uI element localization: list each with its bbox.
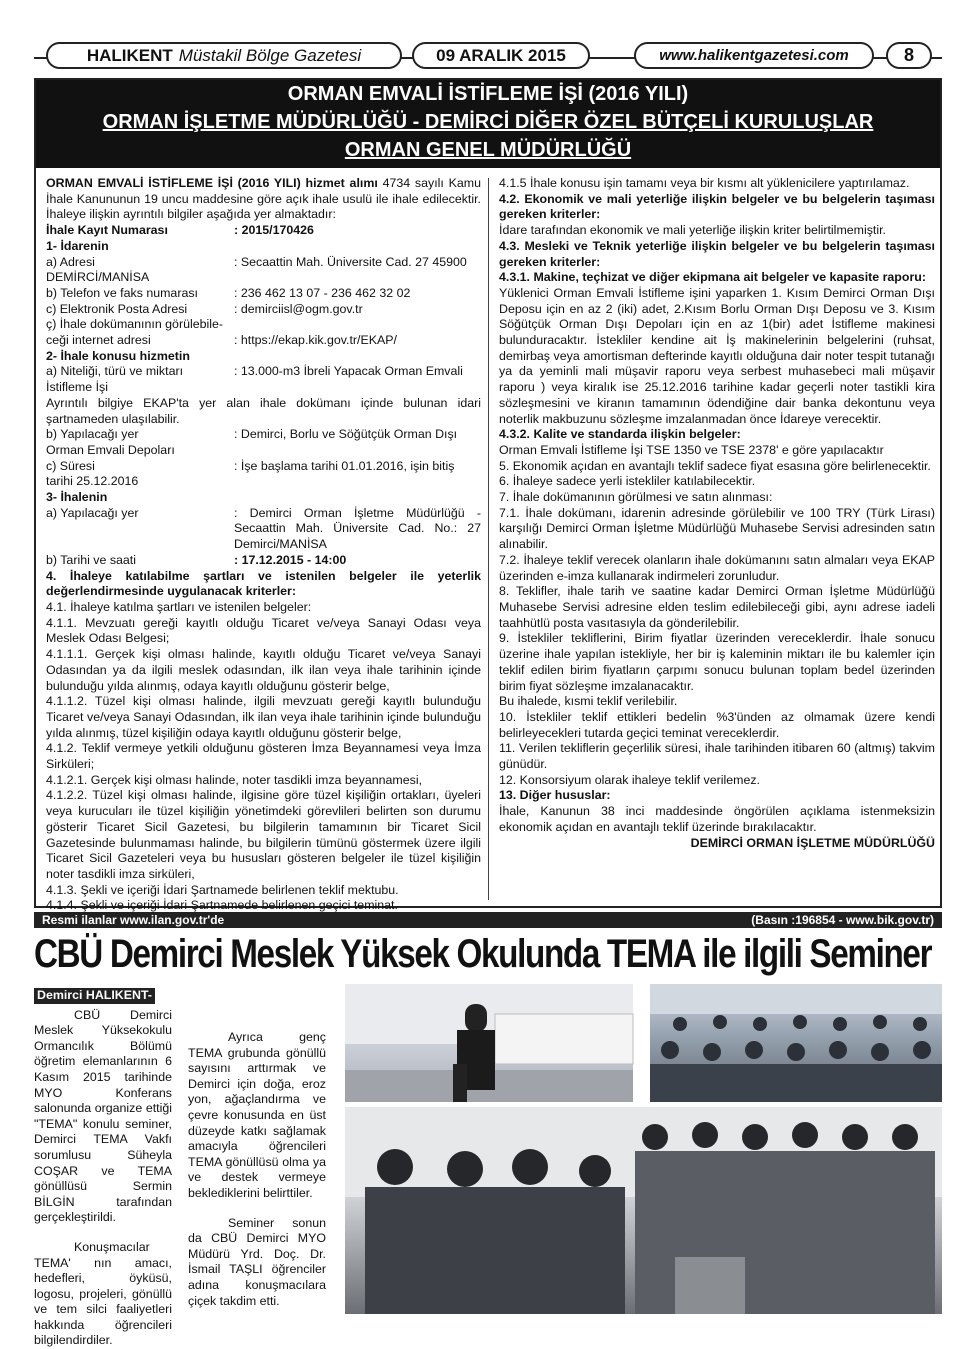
- tender-left-column: ORMAN EMVALİ İSTİFLEME İŞİ (2016 YILI) hizmet alımı 4734 sayılı Kamu İhale Kanununun 19 uncu maddesine göre açık ihale usulü ile ihale edilecektir. İhaleye ilişkin ayrıntılı bilgiler aşağıda yer almaktadır: İhale Kayıt Numarası : 2015/170426 1- İdarenin a) Adresi : Secaattin Mah. Üniversite Cad. 27 45900 DEMİRCİ/MANİSA b) Telefon ve faks numarası : 236 462 13 07 - 236 462 32 02 c) Elektronik Posta Adresi : demirciisl@ogm.gov.tr ç) İhale dokümanının görülebile- ceği internet adresi : https://ekap.kik.gov.tr/EKAP/ 2- İhale konusu hizmetin a) Niteliği, türü ve miktarı : 13.000-m3 İbreli Yapacak Orman Emvali İstifleme İşi Ayrıntılı bilgiye EKAP'ta yer alan ihale dokümanı içinde bulunan idari şartnameden ulaşılabilir. b) Yapılacağı yer : Demirci, Borlu ve Söğütçük Orman Dışı Orman Emvali Depoları c) Süresi : İşe başlama tarihi 01.01.2016, işin bitiş tarihi 25.12.2016 3- İhalenin a) Yapılacağı yer : Demirci Orman İşletme Müdürlüğü - Secaattin Mah. Üniversite Cad. No.: 27 Demirci/MANİSA b) Tarihi ve saati : 17.12.2015 - 14:00 4. İhaleye katılabilme şartları ve istenilen belgeler ile yeterlik değerlendirmesinde uygulanacak kriterler: 4.1. İhaleye katılma şartları ve istenilen belgeler: 4.1.1. Mevzuatı gereği kayıtlı olduğu Ticaret ve/veya Sanayi Odası veya Meslek Odası Belgesi; 4.1.1.1. Gerçek kişi olması halinde, kayıtlı olduğu Ticaret ve/veya Sanayi Odasından ya da ilgili meslek odasından, ilk ilan veya ihale tarihinin içinde bulunduğu yılda alınmış, odaya kayıtlı olduğunu gösterir belge, 4.1.1.2. Tüzel kişi olması halinde, ilgili mevzuatı gereği kayıtlı bulunduğu Ticaret ve/veya Sanayi Odasından, ilk ilan veya ihale tarihinin içinde bulunduğu yılda alınmış, tüzel kişiliğin odaya kayıtlı olduğunu gösterir belge, 4.1.2. Teklif vermeye yetkili olduğunu gösteren İmza Beyannamesi veya İmza Sirküleri; 4.1.2.1. Gerçek kişi olması halinde, noter tasdikli imza beyannamesi, 4.1.2.2. Tüzel kişi olması halinde, ilgisine göre tüzel kişiliğin ortakları, üyeleri veya kurucuları ile tüzel kişiliğin yönetimdeki görevlileri belirten son durumu gösterir Ticaret Sicil Gazetesi, bu bilgilerin tamamının bir Ticaret Sicil Gazetesinde bulunmaması halinde, bu bilgilerin tümünü göstermek üzere ilgili Ticaret Sicil Gazeteleri veya bu hususları gösteren belgeler ile tüzel kişiliğin noter tasdikli imza sirküleri, 4.1.3. Şekli ve içeriği İdari Şartnamede belirlenen teklif mektubu. 4.1.4. Şekli ve içeriği İdari Şartnamede belirlenen geçici teminat.: [46, 176, 481, 913]
- website-link[interactable]: www.halikentgazetesi.com: [634, 42, 874, 69]
- tender-authority: ORMAN İŞLETME MÜDÜRLÜĞÜ - DEMİRCİ DİĞER ÖZEL BÜTÇELİ KURULUŞLAR: [102, 111, 874, 133]
- tender-intro: ORMAN EMVALİ İSTİFLEME İŞİ (2016 YILI) hizmet alımı 4734 sayılı Kamu İhale Kanununun 19 uncu maddesine göre açık ihale usulü ile ihale edilecektir. İhaleye ilişkin ayrıntılı bilgiler aşağıda yer almaktadır:: [46, 176, 481, 222]
- seminar-speaker-photo: [345, 984, 633, 1102]
- paper-tagline: Müstakil Bölge Gazetesi: [178, 45, 362, 65]
- tender-field: a) Yapılacağı yer : Demirci Orman İşletme Müdürlüğü - Secaattin Mah. Üniversite Cad. No.: 27 Demirci/MANİSA: [46, 505, 481, 552]
- paper-name: HALIKENT: [86, 45, 173, 65]
- tender-field: c) Süresi : İşe başlama tarihi 01.01.2016, işin bitiş: [46, 458, 455, 473]
- tender-banner: [36, 80, 940, 168]
- tender-field: İhale Kayıt Numarası : 2015/170426: [46, 223, 314, 238]
- audience-photo: [650, 984, 942, 1102]
- tender-directorate: ORMAN GENEL MÜDÜRLÜĞÜ: [344, 139, 632, 161]
- tender-right-column: 4.1.5 İhale konusu işin tamamı veya bir kısmı alt yüklenicilere yaptırılamaz. 4.2. Ekonomik ve mali yeterliğe ilişkin belgeler ve bu belgelerin taşıması gereken kriterler: İdare tarafından ekonomik ve mali yeterliğe ilişkin kriter belirtilmemiştir. 4.3. Mesleki ve Teknik yeterliğe ilişkin belgeler ve bu belgelerin taşıması gereken kriterler: 4.3.1. Makine, teçhizat ve diğer ekipmana ait belgeler ve kapasite raporu: Yüklenici Orman Emvali İstifleme işini yaparken 1. Kısım Demirci Orman Dışı Deposu için en az 2 (iki) adet, 2.Kısım Borlu Orman Dışı Deposu ve 3. Kısım Söğütçük Orman Dışı Depoları için en az 1(bir) adet İstifleme makinesi bulunduracaktır. İstekliler kendine ait İş makinelerinin belgelerini (ruhsat, demirbaş veya amortisman defterinde kayıtlı olduğuna dair noter tespit tutanağı ya da yeminli mali müşavir raporu veya serbest muhasebeci mali müşavir raporu ) veya kiralık ise 25.12.2016 tarihine kadar geçerli noter tastikli kira sözleşmesini ve kiranın tamamının ödendiğine dair banka dekontunu veya noterlik makbuzunu sözleşme imzalanmadan önce İdareye verecektir. 4.3.2. Kalite ve standarda ilişkin belgeler: Orman Emvali İstifleme İşi TSE 1350 ve TSE 2378' e göre yapılacaktır 5. Ekonomik açıdan en avantajlı teklif sadece fiyat esasına göre belirlenecektir. 6. İhaleye sadece yerli istekliler katılabilecektir. 7. İhale dokümanının görülmesi ve satın alınması: 7.1. İhale dokümanı, idarenin adresinde görülebilir ve 100 TRY (Türk Lirası) karşılığı Demirci Orman İşletme Müdürlüğü Muhasebe Servisi adresinden satın alınabilir. 7.2. İhaleye teklif verecek olanların ihale dokümanını satın almaları veya EKAP üzerinden e-imza kullanarak indirmeleri zorunludur. 8. Teklifler, ihale tarih ve saatine kadar Demirci Orman İşletme Müdürlüğü Muhasebe Servisi adresine elden teslim edilebileceği gibi, aynı adrese iadeli taahhütlü posta vasıtasıyla da gönderilebilir. 9. İstekliler tekliflerini, Birim fiyatlar üzerinden vereceklerdir. İhale sonucu üzerine ihale yapılan istekliyle, her bir iş kaleminin miktarı ile bu kalemler için teklif edilen birim fiyatların çarpımı sonucu bulunan toplam bedel üzerinden birim fiyat sözleşme imzalanacaktır. Bu ihalede, kısmi teklif verilebilir. 10. İstekliler teklif ettikleri bedelin %3'ünden az olmamak üzere kendi belirleyecekleri tutarda geçici teminat vereceklerdir. 11. Verilen tekliflerin geçerlilik süresi, ihale tarihinden itibaren 60 (altmış) takvim günüdür. 12. Konsorsiyum olarak ihaleye teklif verilemez. 13. Diğer hususlar: İhale, Kanunun 38 inci maddesinde öngörülen açıklama istenmeksizin ekonomik açıdan en avantajlı teklif üzerinde bırakılacaktır. DEMİRCİ ORMAN İŞLETME MÜDÜRLÜĞÜ: [499, 176, 935, 850]
- ad-footer: [34, 912, 942, 928]
- page-number: 8: [886, 42, 932, 69]
- issue-date: 09 ARALIK 2015: [412, 42, 590, 69]
- tender-field: c) Elektronik Posta Adresi : demirciisl@ogm.gov.tr: [46, 301, 363, 316]
- section-heading: 4. İhaleye katılabilme şartları ve istenilen belgeler ile yeterlik değerlendirmesinde uygulanacak kriterler:: [46, 568, 481, 599]
- tender-signature: DEMİRCİ ORMAN İŞLETME MÜDÜRLÜĞÜ: [690, 835, 935, 850]
- news-dateline: Demirci HALIKENT-: [34, 988, 155, 1004]
- tender-field: ceği internet adresi : https://ekap.kik.gov.tr/EKAP/: [46, 333, 397, 348]
- group-photo: [345, 1107, 942, 1314]
- tender-field: b) Telefon ve faks numarası : 236 462 13 07 - 236 462 32 02: [46, 285, 411, 300]
- news-column-1: Demirci HALIKENT- CBÜ Demirci Meslek Yüksekokulu Ormancılık Bölümü öğretim elemanlarının 6 Kasım 2015 tarihinde MYO Konferans salonunda organize ettiği "TEMA" konulu seminer, Demirci TEMA Vakfı sorumlusu Süheyla COŞAR ve TEMA gönüllüsü Sermin BİLGİN tarafından gerçekleştirildi. Konuşmacılar TEMA' nın amacı, hedefleri, öyküsü, logosu, projeleri, gönüllü ve tem silci faaliyetleri hakkında öğrencileri bilgilendirdiler.: [34, 988, 172, 1348]
- press-reference: (Basın :196854 - www.bik.gov.tr): [751, 913, 934, 927]
- news-column-2: Ayrıca genç TEMA grubunda gönüllü sayısını arttırmak ve Demirci için doğa, eroz yon, ağaçlandırma ve çevre konusunda en üst düzeyde katkı sağlamak amacıyla öğrencileri TEMA gönüllüsü olma ya ve destek vermeye beklediklerini belirttiler. Seminer sonun da CBÜ Demirci MYO Müdürü Yrd. Doç. Dr. İsmail TAŞLI öğrenciler adına konuşmacılara çiçek takdim etti.: [188, 1030, 326, 1308]
- paper-name-pill: [46, 42, 402, 69]
- tender-announcement: [34, 78, 942, 913]
- column-divider: [488, 178, 489, 900]
- official-ads-link[interactable]: Resmi ilanlar www.ilan.gov.tr'de: [42, 913, 225, 927]
- section-heading: 3- İhalenin: [46, 490, 108, 505]
- tender-title: ORMAN EMVALİ İSTİFLEME İŞİ (2016 YILI): [287, 83, 689, 105]
- tender-field: a) Adresi : Secaattin Mah. Üniversite Cad. 27 45900: [46, 254, 467, 269]
- section-heading: 2- İhale konusu hizmetin: [46, 348, 190, 363]
- section-heading: 1- İdarenin: [46, 238, 109, 253]
- news-headline: CBÜ Demirci Meslek Yüksek Okulunda TEMA ile ilgili Seminer: [34, 932, 932, 976]
- tender-field: a) Niteliği, türü ve miktarı : 13.000-m3 İbreli Yapacak Orman Emvali: [46, 364, 463, 379]
- page-header: [34, 38, 942, 78]
- tender-field: b) Tarihi ve saati : 17.12.2015 - 14:00: [46, 552, 347, 567]
- tender-field: b) Yapılacağı yer : Demirci, Borlu ve Söğütçük Orman Dışı: [46, 427, 458, 442]
